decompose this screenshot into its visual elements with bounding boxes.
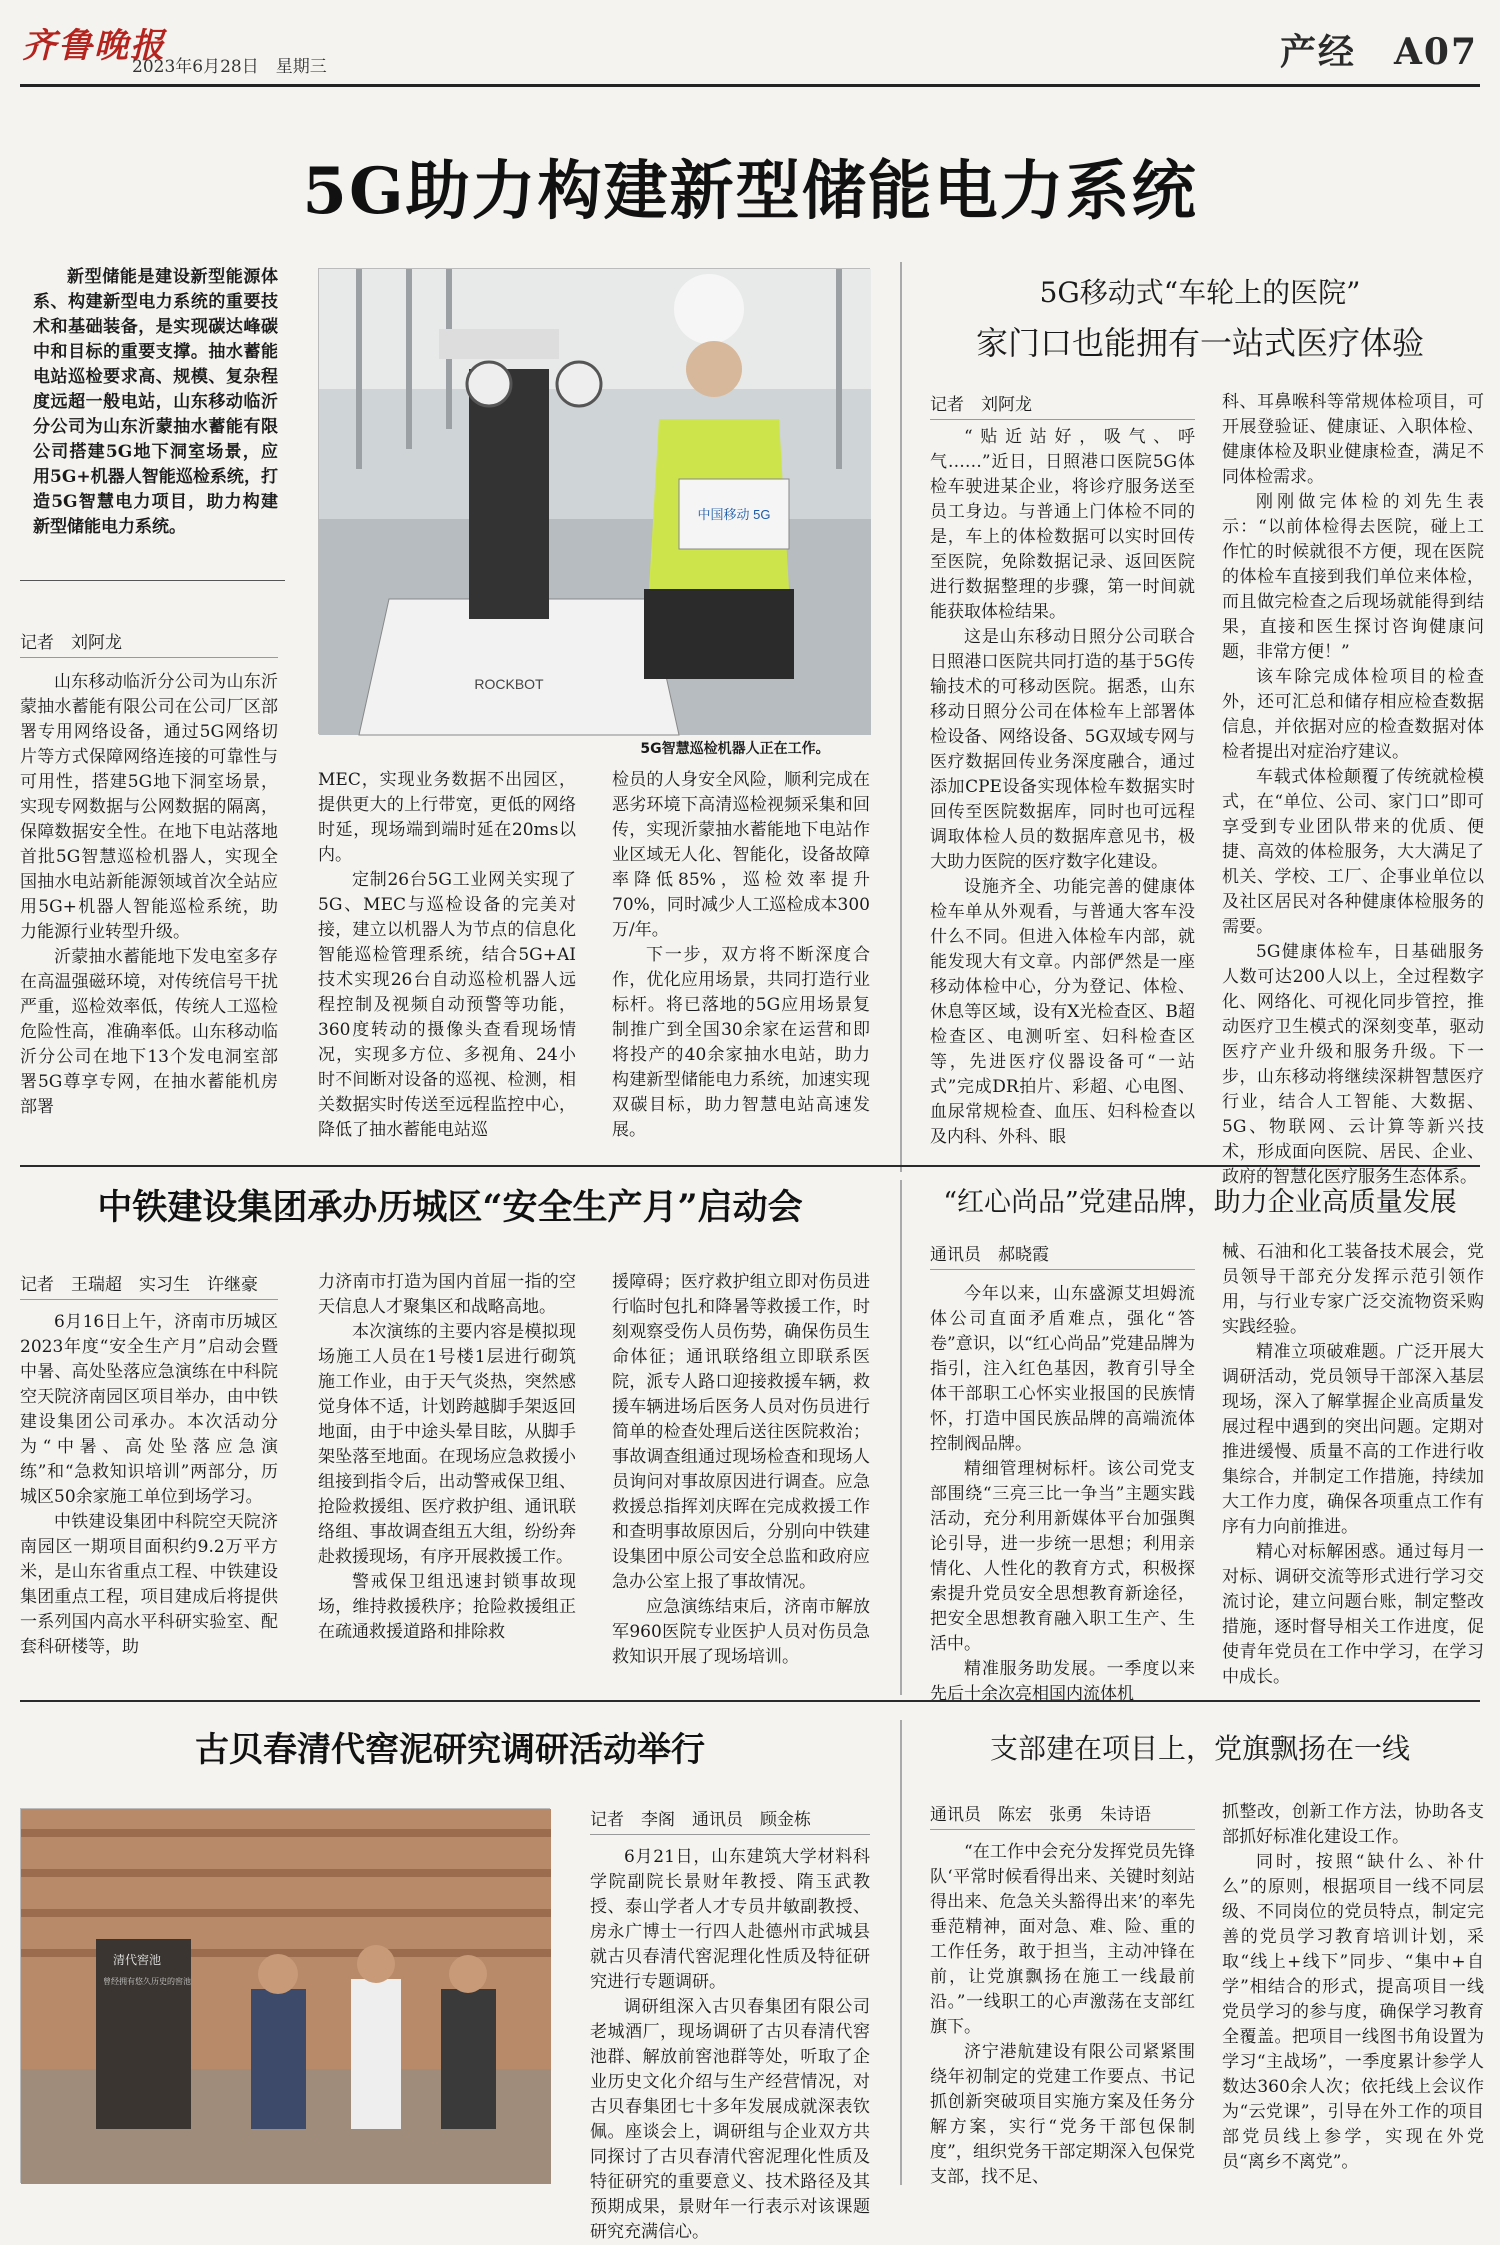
article-1-byline: 记者 刘阿龙 (20, 628, 278, 658)
column-separator (900, 1720, 902, 2185)
paragraph: 械、石油和化工装备技术展会，党员领导干部充分发挥示范引领作用，与行业专家广泛交流物资采购实践经验。 (1222, 1242, 1484, 1337)
article-3-col-1 (20, 1310, 278, 1680)
paragraph: 力济南市打造为国内首屈一指的空天信息人才聚集区和战略高地。 (318, 1272, 576, 1317)
paragraph: 下一步，双方将不断深度合作，优化应用场景，共同打造行业标杆。将已落地的5G应用场景复制推广到全国30余家在运营和即将投产的40余家抽水电站，助力构建新型储能电力系统，加速实现双碳目标，助力智慧电站高速发展。 (612, 945, 870, 1140)
paragraph: “贴近站好，吸气、呼气……”近日，日照港口医院5G体检车驶进某企业，将诊疗服务送至员工身边。与普通上门体检不同的是，车上的体检数据可以实时回传至医院，免除数据记录、返回医院进行数据整理的步骤，第一时间就能获取体检结果。 (930, 427, 1195, 622)
paragraph: 济宁港航建设有限公司紧紧围绕年初制定的党建工作要点、书记抓创新突破项目实施方案及任务分解方案，实行“党务干部包保制度”，组织党务干部定期深入包保党支部，找不足、 (930, 2042, 1195, 2187)
paragraph: 刚刚做完体检的刘先生表示：“以前体检得去医院，碰上工作忙的时候就很不方便，现在医院的体检车直接到我们单位来体检，而且做完检查之后现场就能得到结果，直接和医生探讨咨询健康问题，非常方便！” (1222, 492, 1484, 662)
article-5-headline: 古贝春清代窖泥研究调研活动举行 (195, 1730, 705, 1770)
paragraph: 6月21日，山东建筑大学材料科学院副院长景财年教授、隋玉武教授、泰山学者人才专员井敏副教授、房永广博士一行四人赴德州市武城县就古贝春清代窖泥理化性质及特征研究进行专题调研。 (590, 1847, 870, 1992)
paragraph: 精准服务助发展。一季度以来先后十余次亮相国内流体机 (930, 1659, 1195, 1704)
paragraph: 同时，按照“缺什么、补什么”的原则，根据项目一线不同层级、不同岗位的党员特点，制定完善的党员学习教育培训计划，采取“线上+线下”同步、“集中+自学”相结合的形式，提高项目一线党员学习的参与度，确保学习教育全覆盖。把项目一线图书角设置为学习“主战场”，一季度累计参学人数达360余人次；依托线上会议作为“云党课”，引导在外工作的项目部党员线上参学，实现在外党员“离乡不离党”。 (1222, 1852, 1484, 2172)
article-1-lead: 新型储能是建设新型能源体系、构建新型电力系统的重要技术和基础装备，是实现碳达峰碳中和目标的重要支撑。抽水蓄能电站巡检要求高、规模、复杂程度远超一般电站，山东移动临沂分公司为山东沂蒙抽水蓄能有限公司搭建5G地下洞室场景，应用5G+机器人智能巡检系统，打造5G智慧电力项目，助力构建新型储能电力系统。 (33, 267, 278, 537)
article-2-headline (920, 268, 1480, 368)
paragraph: 定制26台5G工业网关实现了5G、MEC与巡检设备的完美对接，建立以机器人为节点的信息化智能巡检管理系统，结合5G+AI技术实现26台自动巡检机器人远程控制及视频自动预警等功能，360度转动的摄像头查看现场情况，实现多方位、多视角、24小时不间断对设备的巡视、检测，相关数据实时传送至远程监控中心，降低了抽水蓄能电站巡 (318, 870, 576, 1140)
paragraph: 应急演练结束后，济南市解放军960医院专业医护人员对伤员急救知识开展了现场培训。 (612, 1597, 870, 1667)
article-6-col-1 (930, 1840, 1195, 2185)
article-5-byline: 记者 李阁 通讯员 顾金栋 (590, 1805, 870, 1835)
paragraph: 检员的人身安全风险，顺利完成在恶劣环境下高清巡检视频采集和回传，实现沂蒙抽水蓄能地下电站作业区域无人化、智能化，设备故障率降低85%，巡检效率提升70%，同时减少人工巡检成本300万/年。 (612, 770, 870, 940)
article-6-headline: 支部建在项目上，党旗飘扬在一线 (989, 1732, 1410, 1765)
page-number: A07 (1393, 31, 1478, 73)
article-2-col-2 (1222, 390, 1484, 1187)
robot-photo (318, 268, 870, 734)
article-3-headline: 中铁建设集团承办历城区“安全生产月”启动会 (97, 1187, 803, 1228)
paragraph: 这是山东移动日照分公司联合日照港口医院共同打造的基于5G传输技术的可移动医院。据悉，山东移动日照分公司在体检车上部署体检设备、网络设备、5G双域专网与医疗数据回传业务深度融合，通过添加CPE设备实现体检车数据实时回传至医院数据库，同时也可远程调取体检人员的数据库意见书，极大助力医院的医疗数字化建设。 (930, 627, 1195, 872)
paragraph: 车载式体检颠覆了传统就检模式，在“单位、公司、家门口”即可享受到专业团队带来的优质、便捷、高效的体检服务，大大满足了机关、学校、工厂、企事业单位以及社区居民对各种健康体检服务的需要。 (1222, 767, 1484, 937)
article-3-col-2 (318, 1270, 576, 1680)
headline-line-1: 5G移动式“车轮上的医院” (1039, 276, 1361, 309)
weekday-text: 星期三 (275, 57, 327, 77)
column-separator (900, 1180, 902, 1695)
paragraph: MEC，实现业务数据不出园区，提供更大的上行带宽，更低的网络时延，现场端到端时延在20ms以内。 (318, 770, 576, 865)
robot-illustration (319, 269, 871, 735)
header-rule (20, 84, 1480, 87)
paragraph: 山东移动临沂分公司为山东沂蒙抽水蓄能有限公司在公司厂区部署专用网络设备，通过5G网络切片等方式保障网络连接的可靠性与可用性，搭建5G地下洞室场景，实现专网数据与公网数据的隔离，保障数据安全性。在地下电站落地首批5G智慧巡检机器人，实现全国抽水电站新能源领域首次全站应用5G+机器人智能巡检系统，助力能源行业转型升级。 (20, 672, 278, 942)
article-3-col-3 (612, 1270, 870, 1680)
paragraph: 该车除完成体检项目的检查外，还可汇总和储存相应检查数据信息，并依据对应的检查数据对体检者提出对症治疗建议。 (1222, 667, 1484, 762)
article-5-col-1 (590, 1845, 870, 2242)
paragraph: 今年以来，山东盛源艾坦姆流体公司直面矛盾难点，强化“答卷”意识，以“红心尚品”党建品牌为指引，注入红色基因，教育引导全体干部职工心怀实业报国的民族情怀，打造中国民族品牌的高端流体控制阀品牌。 (930, 1284, 1195, 1454)
article-1-col-2 (318, 768, 576, 1168)
sign-title-text: 清代窖池 (113, 1953, 162, 1967)
section-rule (20, 1700, 1480, 1702)
paragraph: 中铁建设集团中科院空天院济南园区一期项目面积约9.2万平方米，是山东省重点工程、中铁建设集团重点工程，项目建成后将提供一系列国内高水平科研实验室、配套科研楼等，助 (20, 1512, 278, 1657)
article-2-col-1 (930, 425, 1195, 1173)
paragraph: 科、耳鼻喉科等常规体检项目，可开展登验证、健康证、入职体检、健康体检及职业健康检查，满足不同体检需求。 (1222, 392, 1484, 487)
section-name: 产经 (1279, 31, 1356, 73)
paragraph: 精细管理树标杆。该公司党支部围绕“三亮三比一争当”主题实践活动，充分利用新媒体平台加强舆论引导，进一步统一思想；利用亲情化、人性化的教育方式，积极探索提升党员安全思想教育新途径，把安全思想教育融入职工生产、生活中。 (930, 1459, 1195, 1654)
article-4-headline: “红心尚品”党建品牌，助力企业高质量发展 (943, 1187, 1457, 1218)
paragraph: 本次演练的主要内容是模拟现场施工人员在1号楼1层进行砌筑施工作业，由于天气炎热，突然感觉身体不适，计划跨越脚手架返回地面，由于中途头晕目眩，从脚手架坠落至地面。在现场应急救援小组接到指令后，出动警戒保卫组、抢险救援组、医疗救护组、通讯联络组、事故调查组五大组，纷纷奔赴救援现场，有序开展救援工作。 (318, 1322, 576, 1567)
article-4-col-2 (1222, 1240, 1484, 1687)
sign-sub-text: 曾经拥有悠久历史的窖池 (103, 1977, 191, 1986)
article-1-headline: 5G助力构建新型储能电力系统 (302, 154, 1198, 229)
article-1-col-1 (20, 670, 278, 1170)
paragraph: 5G健康体检车，日基础服务人数可达200人以上，全过程数字化、网络化、可视化同步管控，推动医疗卫生模式的深刻变革，驱动医疗产业升级和服务升级。下一步，山东移动将继续深耕智慧医疗行业，结合人工智能、大数据、5G、物联网、云计算等新兴技术，形成面向医院、居民、企业、政府的智慧化医疗服务生态体系。 (1222, 942, 1484, 1187)
box-logo-text: 中国移动 5G (697, 507, 771, 522)
lead-divider (20, 580, 285, 581)
kiln-photo (20, 1808, 550, 2183)
paragraph: 设施齐全、功能完善的健康体检车单从外观看，与普通大客车没什么不同。但进入体检车内部，就能发现大有文章。内部俨然是一座移动体检中心，分为登记、体检、休息等区域，设有X光检查区、B超检查区、电测听室、妇科检查区等，先进医疗仪器设备可“一站式”完成DR拍片、彩超、心电图、血尿常规检查、血压、妇科检查以及内科、外科、眼 (930, 877, 1195, 1147)
date-text: 2023年6月28日 (132, 57, 259, 77)
kiln-illustration (21, 1809, 551, 2184)
article-2-byline: 记者 刘阿龙 (930, 390, 1195, 420)
paragraph: 沂蒙抽水蓄能地下发电室多存在高温强磁环境，对传统信号干扰严重，巡检效率低，传统人工巡检危险性高，准确率低。山东移动临沂分公司在地下13个发电洞室部署5G尊享专网，在抽水蓄能机房部署 (20, 947, 278, 1117)
paragraph: 6月16日上午，济南市历城区2023年度“安全生产月”启动会暨中暑、高处坠落应急演练在中科院空天院济南园区项目举办，由中铁建设集团公司承办。本次活动分为“中暑、高处坠落应急演练”和“急救知识培训”两部分，历城区50余家施工单位到场学习。 (20, 1312, 278, 1507)
masthead-logo: 齐鲁晚报 (22, 26, 166, 66)
paragraph: 援障碍；医疗救护组立即对伤员进行临时包扎和降暑等救援工作，时刻观察受伤人员伤势，确保伤员生命体征；通讯联络组立即联系医院，派专人路口迎接救援车辆，救援车辆进场后医务人员对伤员进行简单的检查处理后送往医院救治；事故调查组通过现场检查和现场人员询问对事故原因进行调查。应急救援总指挥刘庆晖在完成救援工作和查明事故原因后，分别向中铁建设集团中原公司安全总监和政府应急办公室上报了事故情况。 (612, 1272, 870, 1592)
paragraph: 精心对标解困惑。通过每月一对标、调研交流等形式进行学习交流讨论，建立问题台账，制定整改措施，逐时督导相关工作进度，促使青年党员在工作中学习，在学习中成长。 (1222, 1542, 1484, 1687)
issue-date (132, 52, 327, 77)
article-4-byline: 通讯员 郝晓霞 (930, 1240, 1195, 1270)
column-separator (900, 262, 902, 1172)
article-4-col-1 (930, 1282, 1195, 1704)
paragraph: “在工作中会充分发挥党员先锋队‘平常时候看得出来、关键时刻站得出来、危急关头豁得出来’的率先垂范精神，面对急、难、险、重的工作任务，敢于担当，主动冲锋在前，让党旗飘扬在施工一线最前沿。”一线职工的心声激荡在支部红旗下。 (930, 1842, 1195, 2037)
paragraph: 抓整改，创新工作方法，协助各支部抓好标准化建设工作。 (1222, 1802, 1484, 1847)
paragraph: 调研组深入古贝春集团有限公司老城酒厂，现场调研了古贝春清代窖池群、解放前窖池群等处，听取了企业历史文化介绍与生产经营情况，对古贝春集团七十多年发展成就深表钦佩。座谈会上，调研组与企业双方共同探讨了古贝春清代窖泥理化性质及特征研究的重要意义、技术路径及其预期成果，景财年一行表示对该课题研究充满信心。 (590, 1997, 870, 2242)
article-6-byline: 通讯员 陈宏 张勇 朱诗语 (930, 1800, 1195, 1830)
paragraph: 精准立项破难题。广泛开展大调研活动，党员领导干部深入基层现场，深入了解掌握企业高质量发展过程中遇到的突出问题。定期对推进缓慢、质量不高的工作进行收集综合，并制定工作措施，持续加大工作力度，确保各项重点工作有序有力向前推进。 (1222, 1342, 1484, 1537)
article-3-byline: 记者 王瑞超 实习生 许继豪 (20, 1270, 278, 1300)
robot-brand-text: ROCKBOT (474, 676, 544, 692)
section-rule (20, 1165, 1480, 1167)
paragraph: 警戒保卫组迅速封锁事故现场，维持救援秩序；抢险救援组正在疏通救援道路和排除救 (318, 1572, 576, 1642)
photo-caption: 5G智慧巡检机器人正在工作。 (640, 741, 830, 757)
article-6-col-2 (1222, 1800, 1484, 2185)
section-label (1280, 24, 1478, 75)
article-1-col-3 (612, 768, 870, 1140)
headline-line-2: 家门口也能拥有一站式医疗体验 (975, 324, 1424, 362)
